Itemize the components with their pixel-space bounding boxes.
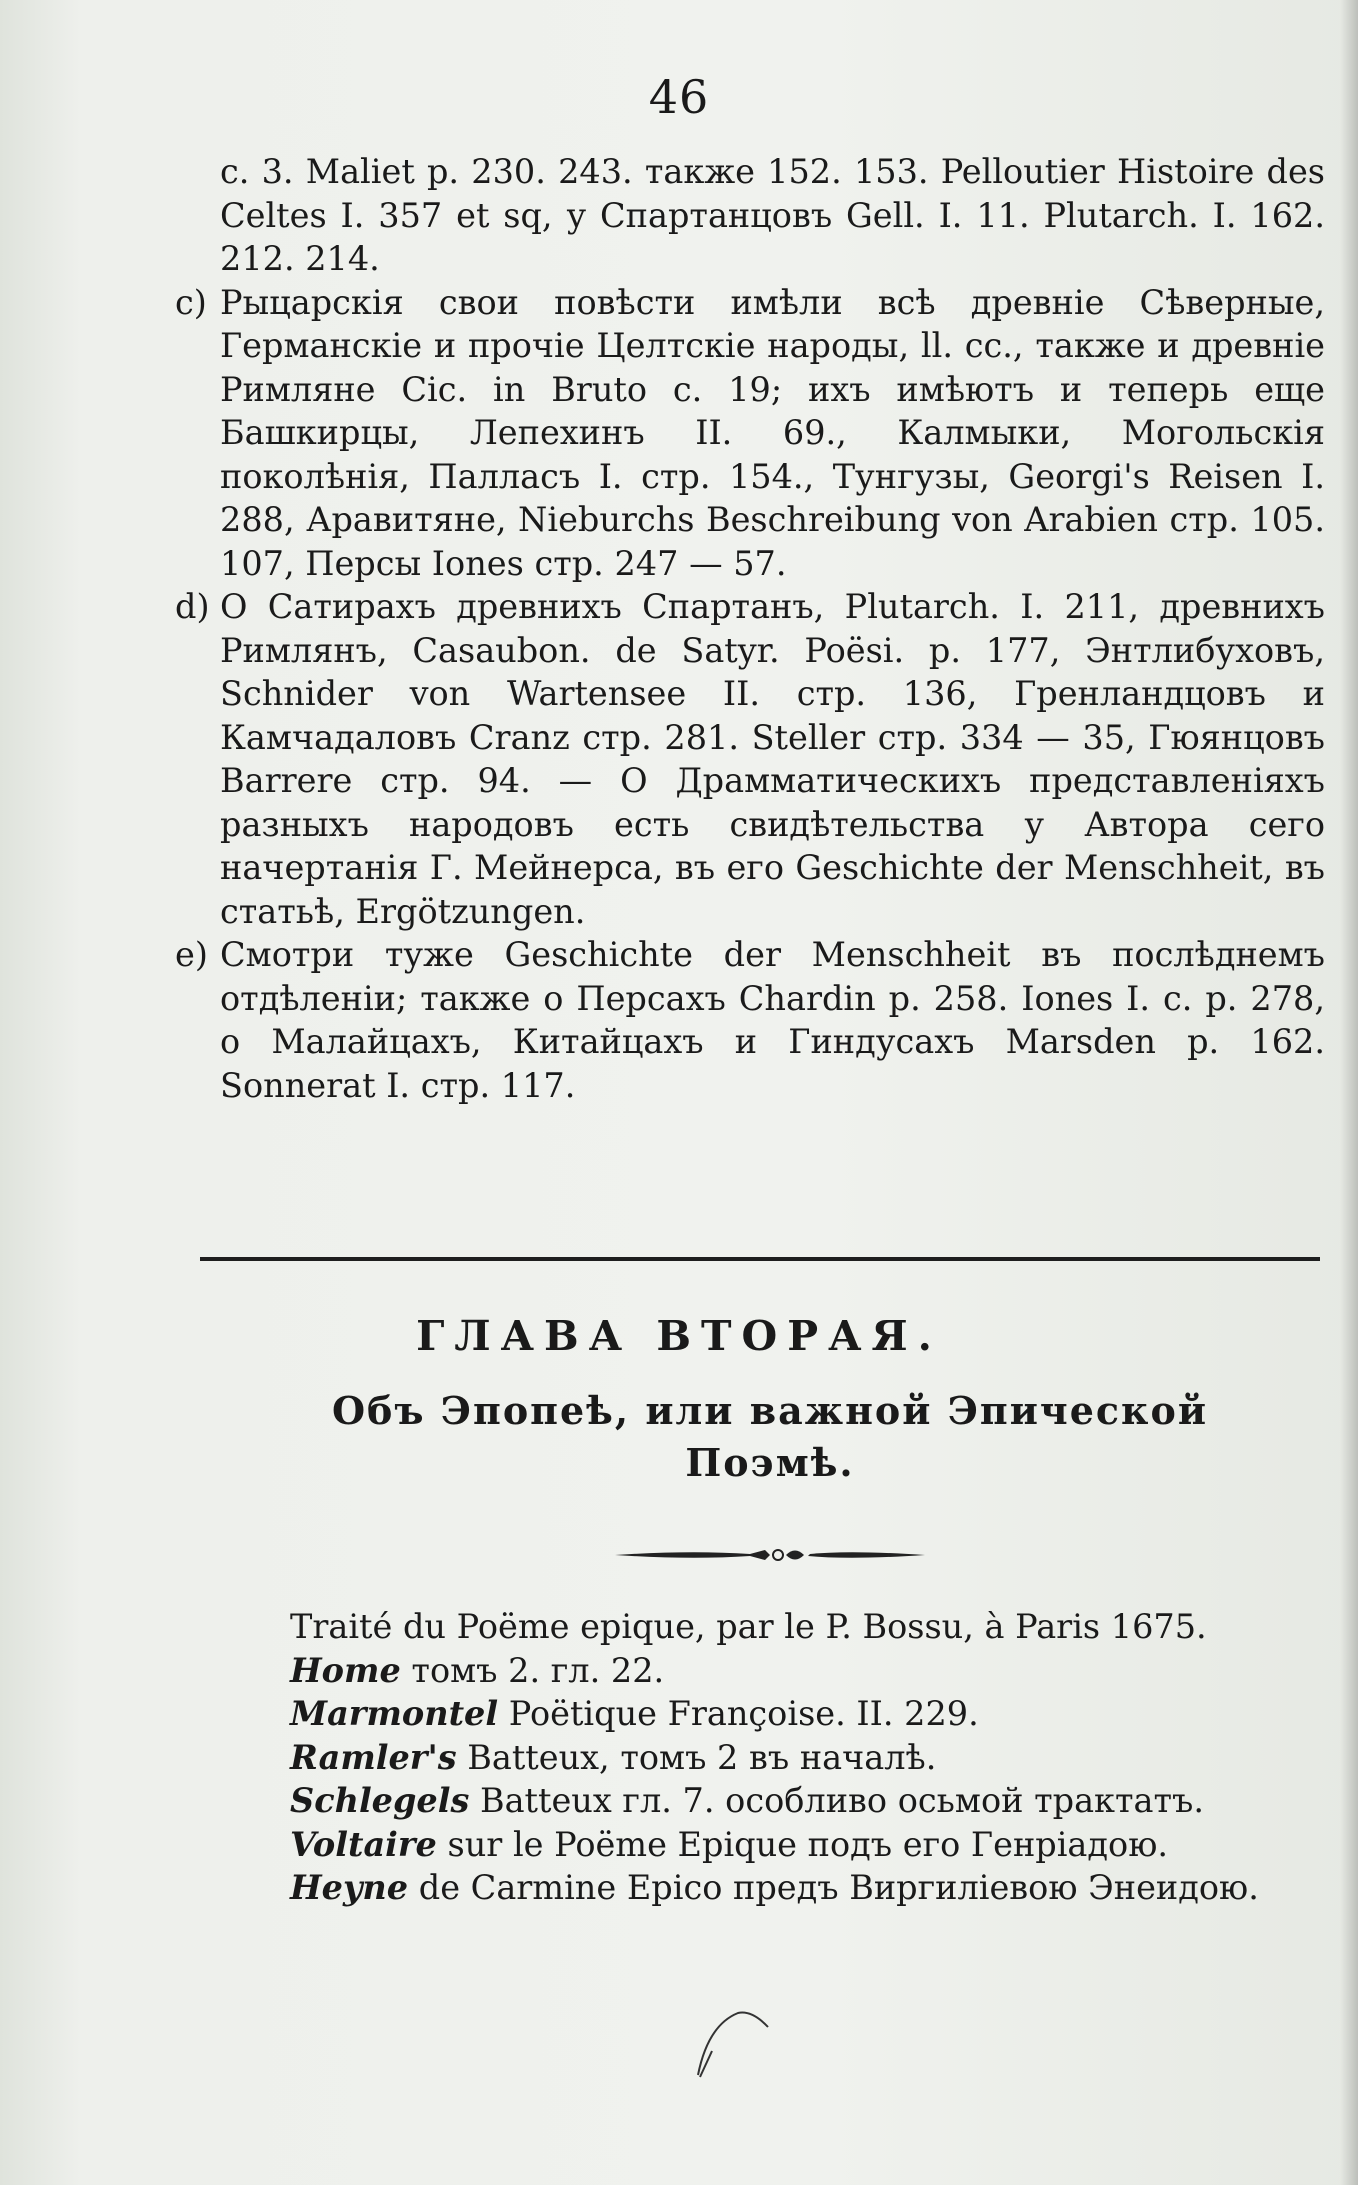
footnote-text: О Сатирахъ древнихъ Спартанъ, Plutarch. I. 211, древнихъ Римлянъ, Casaubon. de Satyr. Poësi. p. 177, Энтлибуховъ, Schnider von Wartensee II. стр. 136, Гренландцовъ и Камчадаловъ Cranz стр. 281. Steller стр. 334 — 35, Гюянцовъ Barrere стр. 94. — О Драмматическихъ представленіяхъ разныхъ народовъ есть свидѣтельства у Автора сего начертанія Г. Мейнерса, въ его Geschichte der Menschheit, въ статьѣ, Ergötzungen. bbox=[220, 587, 1325, 931]
reference-text: Batteux, томъ 2 въ началѣ. bbox=[467, 1737, 937, 1777]
reference-item bbox=[205, 1605, 1335, 1649]
footnote-d bbox=[175, 585, 1325, 933]
footnotes bbox=[175, 150, 1325, 1107]
ornament-divider bbox=[610, 1540, 930, 1570]
footnote-e bbox=[175, 933, 1325, 1107]
reference-text: Batteux гл. 7. особливо осьмой трактатъ. bbox=[479, 1781, 1204, 1820]
footnote-text: c. 3. Maliet p. 230. 243. также 152. 153. Pelloutier Histoire des Celtes I. 357 et sq, у Спартанцовъ Gell. I. 11. Plutarch. I. 162. 212. 214. bbox=[220, 152, 1325, 278]
footnote-text: Смотри тужe Geschichte der Menschheit въ послѣднемъ отдѣленіи; также о Персахъ Chardin p. 258. Iones I. c. p. 278, о Малайцахъ, Китайцахъ и Гиндусахъ Marsden p. 162. Sonnerat I. стр. 117. bbox=[220, 935, 1325, 1105]
footnote-marker: d) bbox=[175, 587, 210, 626]
reference-item bbox=[205, 1692, 1335, 1736]
page-edge-shadow bbox=[1340, 0, 1358, 2185]
reference-item bbox=[205, 1823, 1335, 1867]
reference-text: томъ 2. гл. 22. bbox=[411, 1650, 665, 1690]
footnote-continuation bbox=[175, 150, 1325, 281]
footnote-c bbox=[175, 281, 1325, 586]
reference-author: Heyne bbox=[290, 1868, 409, 1907]
reference-item bbox=[205, 1649, 1335, 1693]
page-number: 46 bbox=[648, 70, 710, 124]
reference-author: Marmontel bbox=[290, 1694, 499, 1733]
chapter-title: ГЛАВА ВТОРАЯ. bbox=[416, 1312, 942, 1360]
reference-item bbox=[205, 1779, 1335, 1823]
pencil-mark bbox=[690, 2005, 790, 2095]
reference-author: Home bbox=[290, 1650, 401, 1690]
reference-text: de Carmine Epico предъ Виргиліевою Энеидою. bbox=[418, 1868, 1259, 1907]
reference-item bbox=[205, 1736, 1335, 1780]
chapter-subtitle: Объ Эпопеѣ, или важной Эпической Поэмѣ. bbox=[331, 1388, 1209, 1485]
footnote-text: Рыцарскія свои повѣсти имѣли всѣ древніе Сѣверные, Германскіе и прочіе Целтскіе народы, ll. cc., также и древніе Римляне Cic. in Bruto c. 19; ихъ имѣютъ и теперь еще Башкирцы, Лепехинъ II. 69., Калмыки, Могольскія поколѣнія, Палласъ I. стр. 154., Тунгузы, Georgi's Reisen I. 288, Аравитяне, Nieburchs Beschreibung von Arabien стр. 105. 107, Персы Iones стр. 247 — 57. bbox=[220, 282, 1325, 583]
reference-text: Traité du Poëme epique, par le P. Bossu, à Paris 1675. bbox=[290, 1607, 1207, 1646]
section-divider bbox=[200, 1257, 1320, 1261]
reference-author: Ramler's bbox=[290, 1737, 457, 1777]
reference-item bbox=[205, 1866, 1335, 1910]
footnote-marker: c) bbox=[175, 282, 207, 322]
reference-text: sur le Poëme Epique подъ его Генріадою. bbox=[447, 1824, 1169, 1864]
reference-author: Voltaire bbox=[290, 1824, 437, 1864]
references-list bbox=[205, 1605, 1335, 1910]
footnote-marker: e) bbox=[175, 935, 208, 974]
reference-author: Schlegels bbox=[290, 1781, 470, 1820]
reference-text: Poëtique Françoise. II. 229. bbox=[508, 1694, 979, 1733]
